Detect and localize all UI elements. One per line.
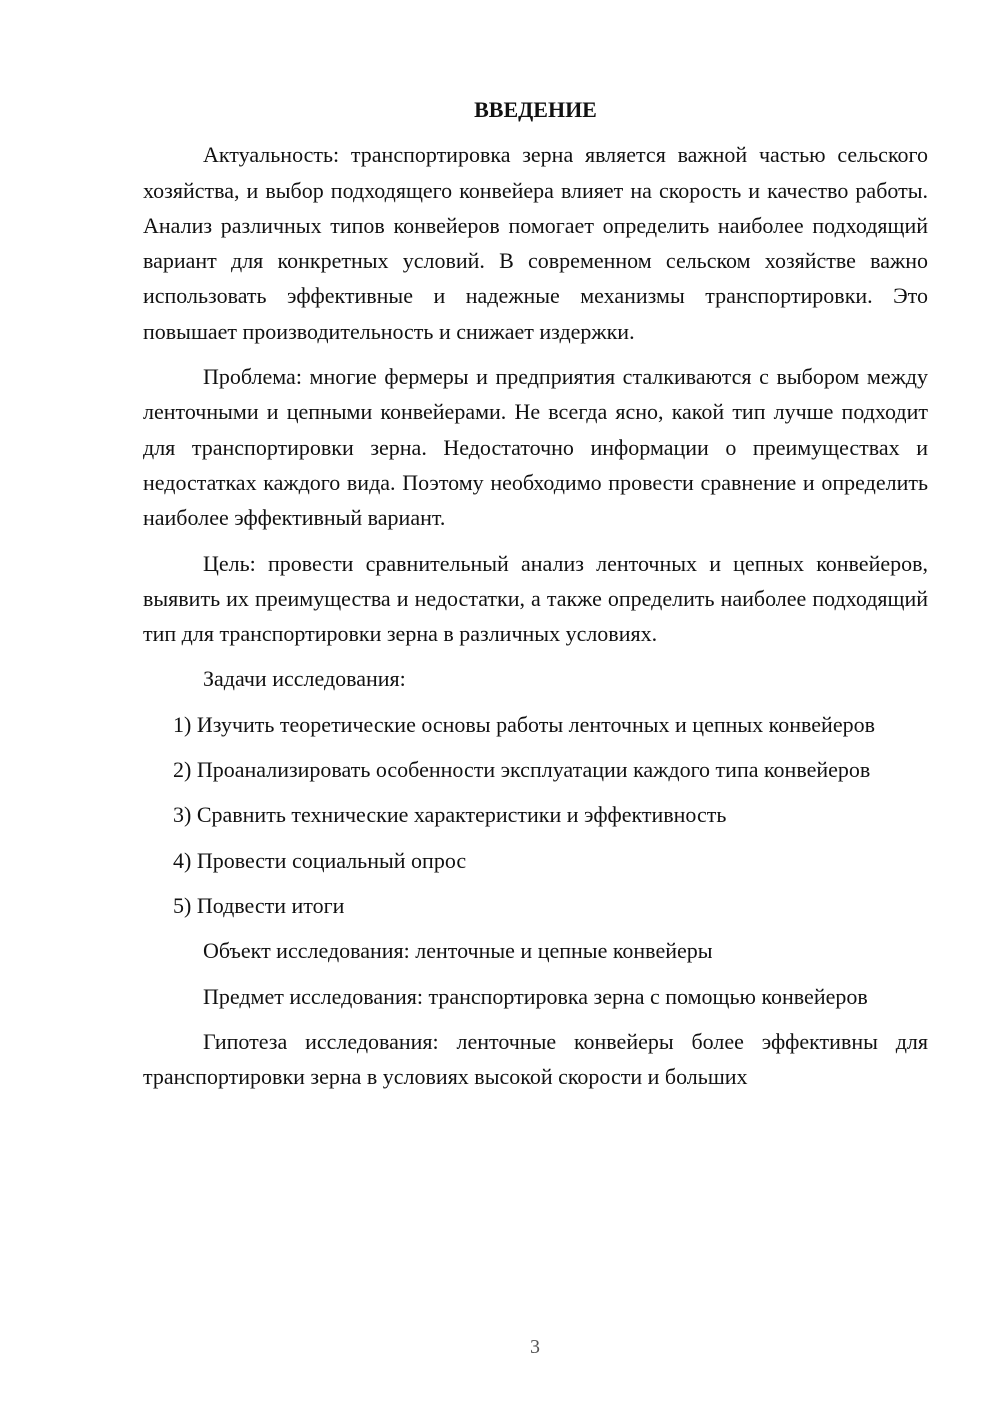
- relevance-paragraph: Актуальность: транспортировка зерна является важной частью сельского хозяйства, и выбор подходящего конвейера влияет на скорость и качество работы. Анализ различных типов конвейеров помогает определить наиболее подходящий вариант для конкретных условий. В современном сельском хозяйстве важно использовать эффективные и надежные механизмы транспортировки. Это повышает производительность и снижает издержки.: [143, 142, 928, 344]
- object-paragraph: Объект исследования: ленточные и цепные конвейеры: [203, 938, 713, 964]
- document-body: [143, 92, 928, 1094]
- task-item: 3) Сравнить технические характеристики и эффективность: [173, 802, 727, 828]
- task-item: 5) Подвести итоги: [173, 892, 345, 918]
- task-item: 4) Провести социальный опрос: [173, 847, 467, 873]
- section-heading: ВВЕДЕНИЕ: [474, 97, 597, 122]
- page-number: 3: [530, 1336, 540, 1358]
- tasks-title: Задачи исследования:: [203, 666, 406, 692]
- subject-paragraph: Предмет исследования: транспортировка зерна с помощью конвейеров: [203, 983, 868, 1009]
- task-item: 1) Изучить теоретические основы работы ленточных и цепных конвейеров: [173, 711, 875, 737]
- hypothesis-paragraph: Гипотеза исследования: ленточные конвейеры более эффективны для транспортировки зерна в условиях высокой скорости и больших: [143, 1028, 928, 1090]
- problem-paragraph: Проблема: многие фермеры и предприятия сталкиваются с выбором между ленточными и цепными конвейерами. Не всегда ясно, какой тип лучше подходит для транспортировки зерна. Недостаточно информации о преимуществах и недостатках каждого вида. Поэтому необходимо провести сравнение и определить наиболее эффективный вариант.: [143, 364, 928, 531]
- tasks-list: [143, 707, 928, 923]
- task-item: 2) Проанализировать особенности эксплуатации каждого типа конвейеров: [173, 757, 871, 783]
- goal-paragraph: Цель: провести сравнительный анализ ленточных и цепных конвейеров, выявить их преимущества и недостатки, а также определить наиболее подходящий тип для транспортировки зерна в различных условиях.: [143, 550, 928, 647]
